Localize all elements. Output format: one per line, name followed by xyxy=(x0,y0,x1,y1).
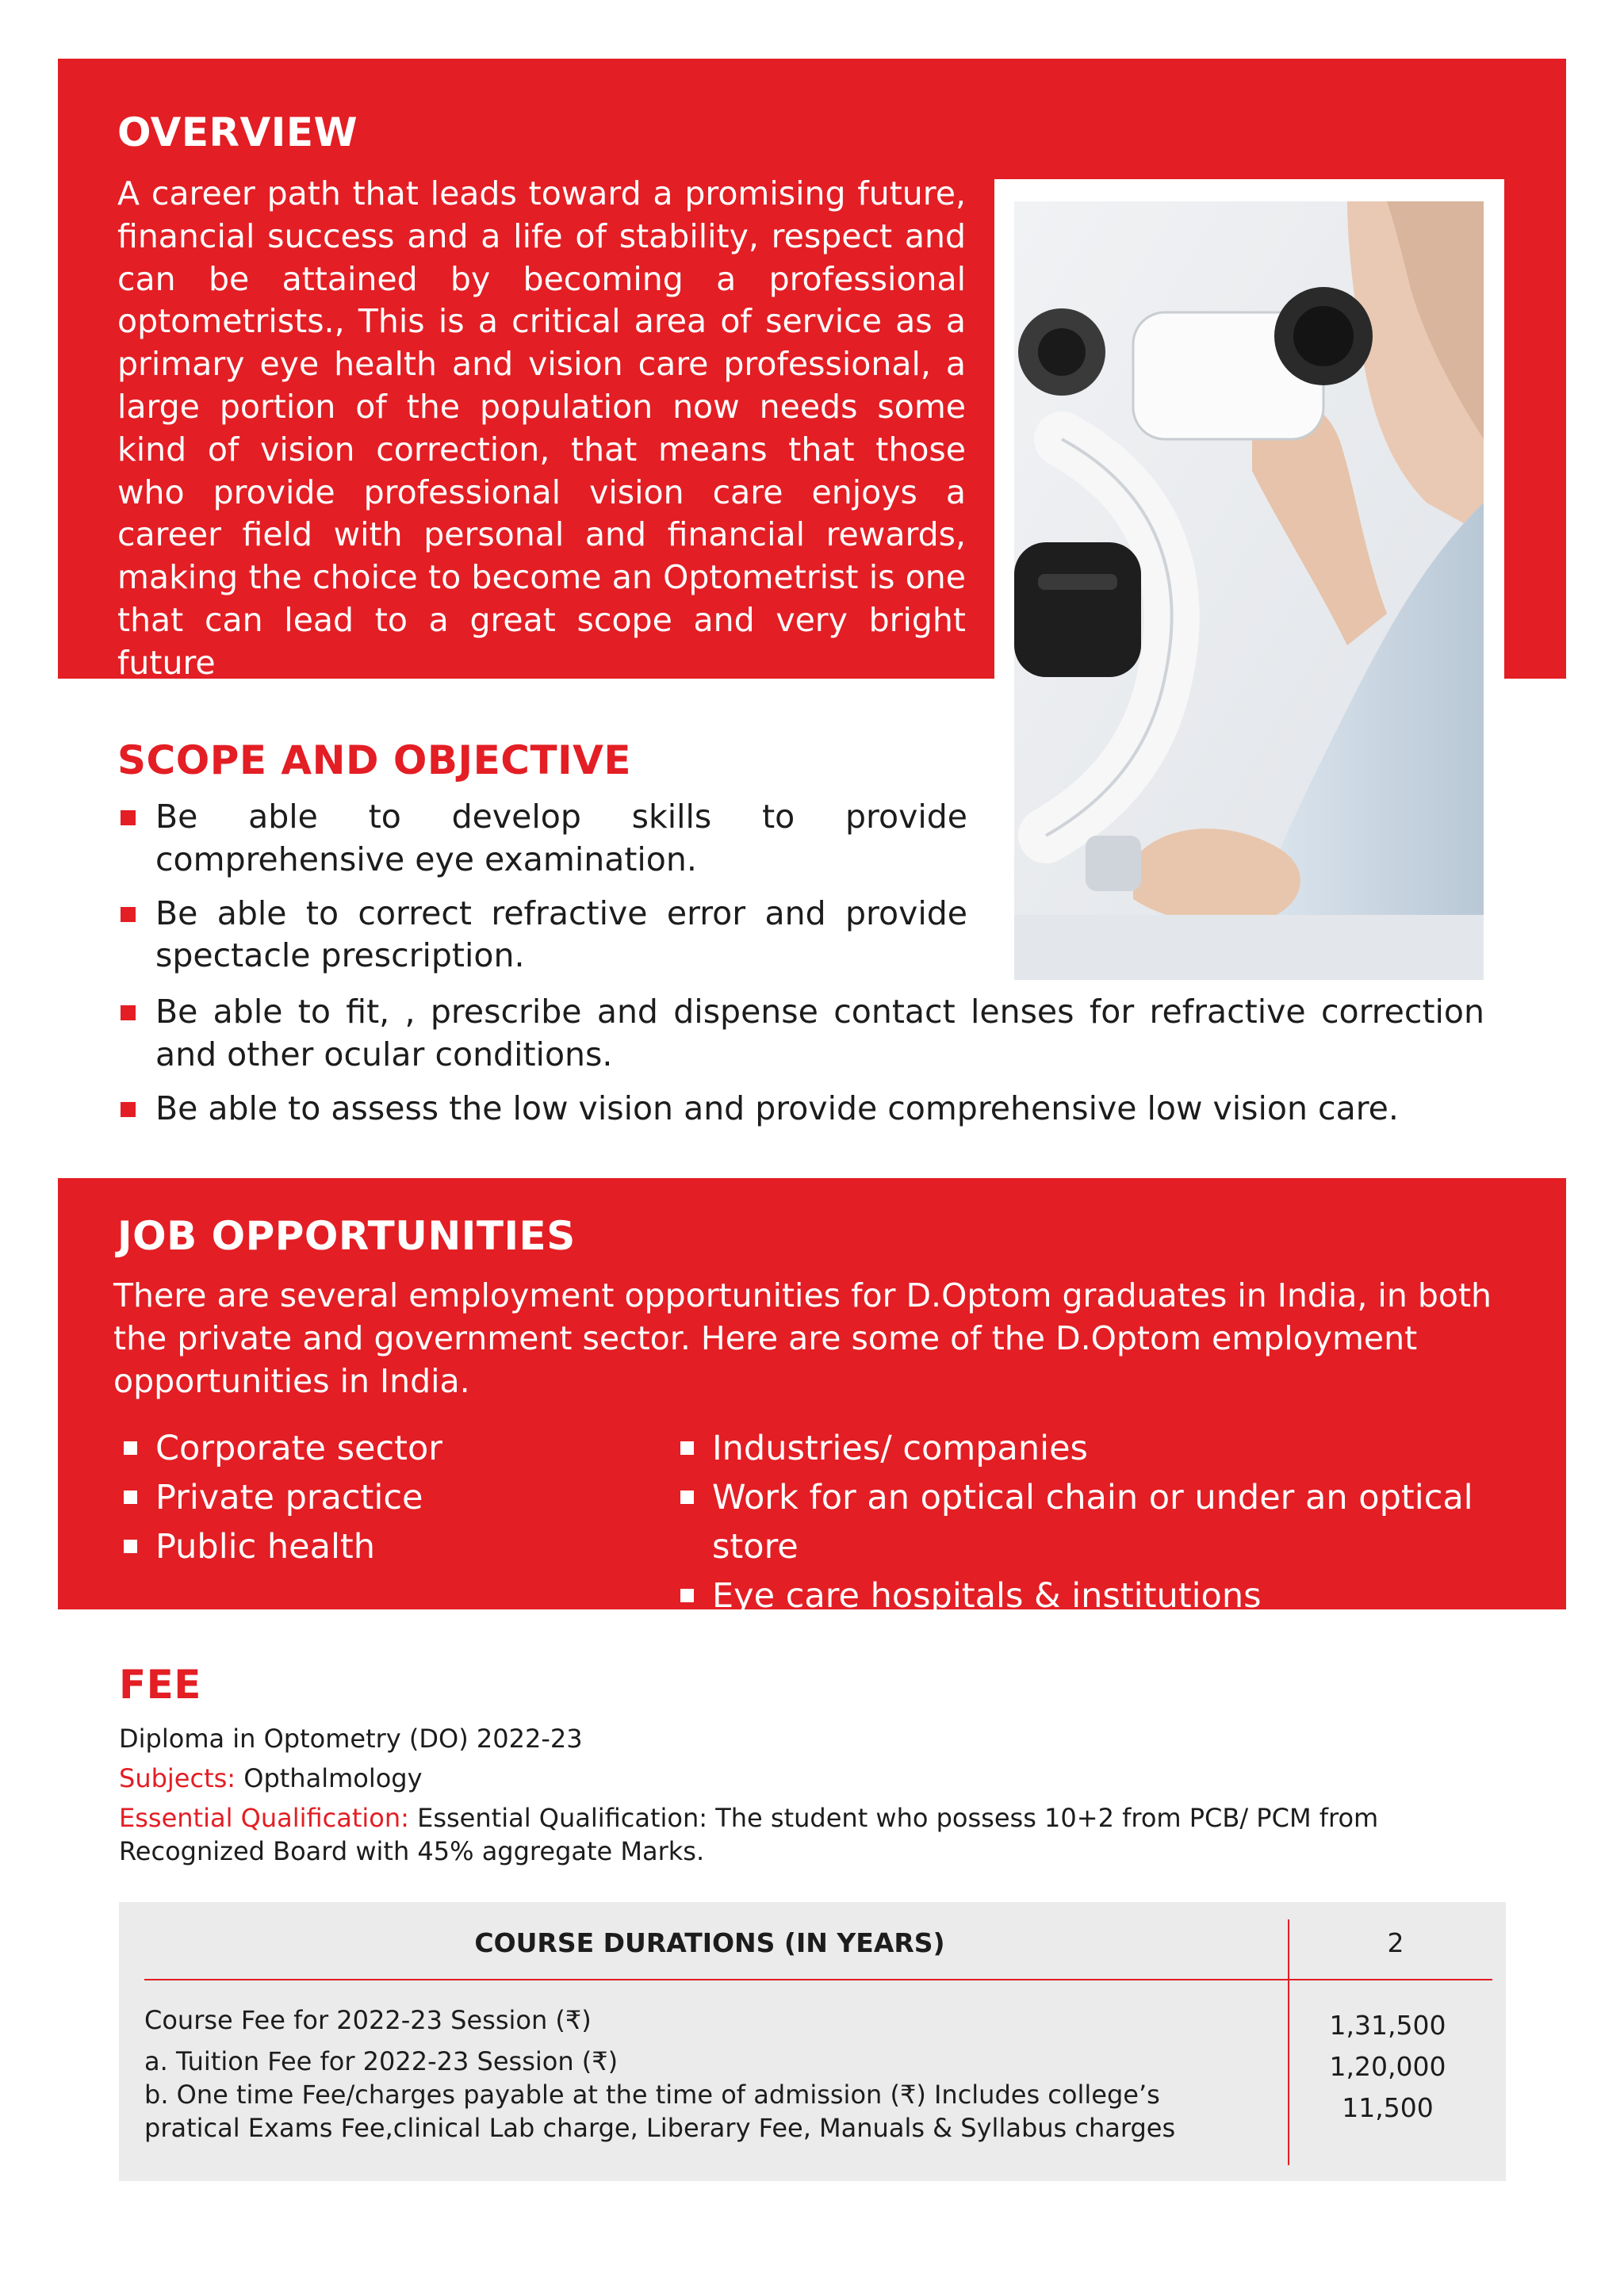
fee-table xyxy=(119,1902,1506,2181)
bullet-square-icon xyxy=(124,1540,137,1553)
list-item: Be able to correct refractive error and provide spectacle prescription. xyxy=(119,893,967,978)
table-divider-horizontal xyxy=(144,1979,1492,1980)
scope-list xyxy=(119,796,967,989)
table-cell-value: 1,20,000 xyxy=(1329,2051,1446,2082)
fee-subjects xyxy=(119,1762,1515,1795)
qualification-label: Essential Qualification: xyxy=(119,1803,409,1833)
list-item: Work for an optical chain or under an optical store xyxy=(676,1473,1564,1571)
job-opportunities-text: There are several employment opportunities for D.Optom graduates in India, in both the private and government sector. Here are some of the D.Optom employment opportunities in India. xyxy=(113,1276,1492,1400)
table-divider-vertical xyxy=(1288,1919,1289,2165)
table-row-labels xyxy=(144,2003,1254,2145)
optometrist-photo xyxy=(1014,201,1484,980)
bullet-square-icon xyxy=(121,1005,136,1020)
bullet-square-icon xyxy=(124,1490,137,1504)
table-cell-value: 1,31,500 xyxy=(1329,2010,1446,2041)
list-item: Private practice xyxy=(119,1473,634,1522)
bullet-square-icon xyxy=(680,1441,694,1455)
table-header-value: 2 xyxy=(1387,1927,1404,1958)
scope-list-continued xyxy=(119,991,1484,1141)
scope-title: SCOPE AND OBJECTIVE xyxy=(117,737,632,783)
bullet-square-icon xyxy=(121,810,136,825)
job-list-left xyxy=(119,1424,634,1571)
bullet-square-icon xyxy=(680,1490,694,1504)
table-row: b. One time Fee/charges payable at the time of admission (₹) Includes college’s pratical Exams Fee,clinical Lab charge, Liberary Fee, Manuals & Syllabus charges xyxy=(144,2080,1176,2143)
table-header-label: COURSE DURATIONS (IN YEARS) xyxy=(474,1927,945,1958)
list-item: Eye care hospitals & institutions xyxy=(676,1571,1564,1621)
fee-qualification xyxy=(119,1801,1515,1868)
list-item: Be able to assess the low vision and provide comprehensive low vision care. xyxy=(119,1088,1484,1131)
subjects-label: Subjects: xyxy=(119,1763,236,1793)
table-row: a. Tuition Fee for 2022-23 Session (₹) xyxy=(144,2046,619,2076)
table-row-values xyxy=(1293,2005,1483,2129)
bullet-square-icon xyxy=(121,907,136,922)
table-cell-value: 11,500 xyxy=(1342,2092,1434,2123)
list-item: Corporate sector xyxy=(119,1424,634,1473)
list-item: Be able to develop skills to provide comprehensive eye examination. xyxy=(119,796,967,882)
table-row: Course Fee for 2022-23 Session (₹) xyxy=(144,2005,592,2035)
subjects-value: Opthalmology xyxy=(243,1763,423,1793)
job-list-right xyxy=(676,1424,1564,1621)
overview-text: A career path that leads toward a promising future, financial success and a life of stability, respect and can be attained by becoming a professional optometrists., This is a critical area of service as a primary eye health and vision care professional, a large portion of the population now needs some kind of vision correction, that means that those who provide professional vision care enjoys a career field with personal and financial rewards, making the choice to become an Optometrist is one that can lead to a great scope and very bright future xyxy=(117,174,966,682)
fee-course-name: Diploma in Optometry (DO) 2022-23 xyxy=(119,1724,583,1754)
job-opportunities-title: JOB OPPORTUNITIES xyxy=(117,1213,576,1259)
list-item: Be able to fit, , prescribe and dispense contact lenses for refractive correction and other ocular conditions. xyxy=(119,991,1484,1077)
fee-title: FEE xyxy=(119,1662,201,1708)
bullet-square-icon xyxy=(124,1441,137,1455)
bullet-square-icon xyxy=(680,1589,694,1602)
list-item: Industries/ companies xyxy=(676,1424,1564,1473)
list-item: Public health xyxy=(119,1522,634,1571)
bullet-square-icon xyxy=(121,1102,136,1117)
qualification-value: Essential Qualification: The student who possess 10+2 from PCB/ PCM from Recognized Board with 45% aggregate Marks. xyxy=(119,1803,1379,1866)
overview-title: OVERVIEW xyxy=(117,109,358,155)
